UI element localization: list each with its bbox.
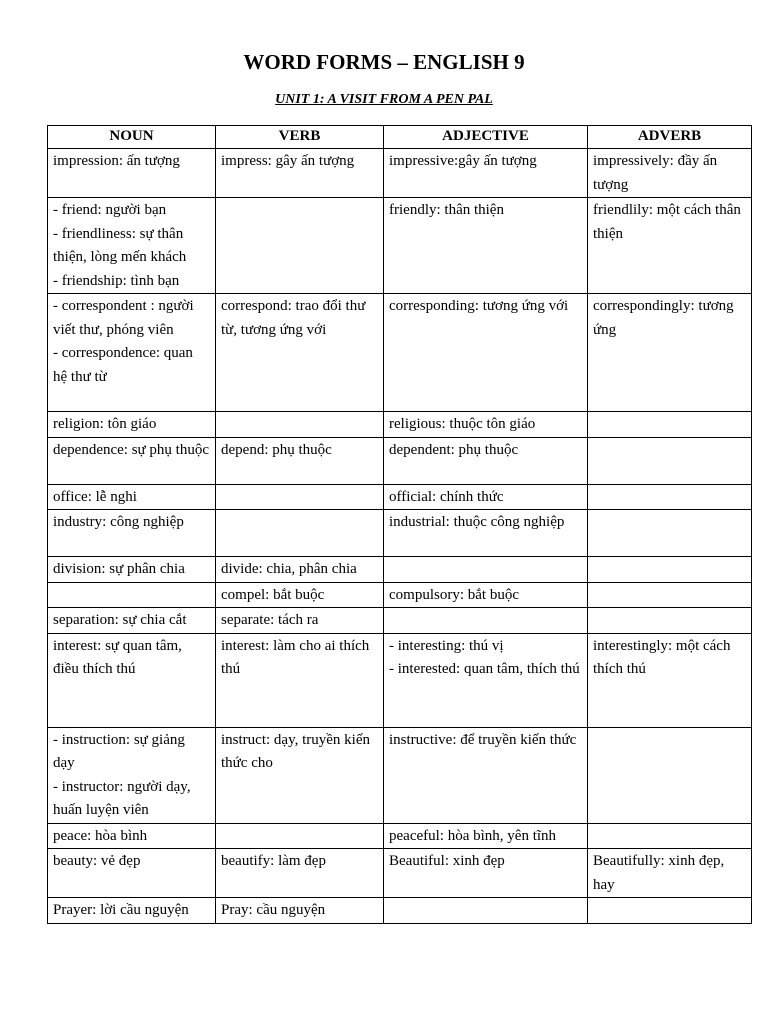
cell-text: friendly: thân thiện	[389, 202, 504, 218]
cell-adverb	[588, 484, 752, 510]
cell-text: - friend: người bạn	[53, 202, 167, 218]
cell-text: office: lễ nghi	[53, 488, 137, 505]
cell-verb	[216, 727, 384, 823]
cell-adverb	[588, 149, 752, 198]
cell-adverb	[588, 633, 752, 727]
cell-adjective	[384, 608, 588, 634]
cell-text: official: chính thức	[389, 488, 504, 505]
cell-text: religion: tôn giáo	[53, 416, 157, 432]
cell-verb	[216, 582, 384, 608]
table-row	[48, 412, 752, 438]
cell-text: Prayer: lời cầu nguyện	[53, 902, 189, 918]
cell-text: separate: tách ra	[221, 612, 319, 628]
table-row	[48, 849, 752, 898]
table-row	[48, 484, 752, 510]
cell-text: corresponding: tương ứng với	[389, 298, 569, 314]
cell-verb	[216, 294, 384, 412]
cell-text: interestingly: một cách thích thú	[593, 637, 731, 677]
cell-adjective	[384, 198, 588, 294]
table-row	[48, 437, 752, 484]
cell-text: beauty: vẻ đẹp	[53, 853, 141, 869]
header-noun: NOUN	[48, 126, 216, 149]
cell-noun	[48, 198, 216, 294]
header-row	[48, 126, 752, 149]
cell-verb	[216, 898, 384, 924]
cell-text: correspond: trao đổi thư từ, tương ứng với	[221, 298, 366, 338]
cell-text: industrial: thuộc công nghiệp	[389, 514, 565, 530]
cell-verb	[216, 484, 384, 510]
cell-text: - friendliness: sự thân thiện, lòng mến khách	[53, 225, 187, 265]
cell-adjective	[384, 633, 588, 727]
table-row	[48, 608, 752, 634]
cell-verb	[216, 510, 384, 557]
table-row	[48, 510, 752, 557]
cell-text: interest: sự quan tâm, điều thích thú	[53, 637, 182, 677]
unit-subtitle: UNIT 1: A VISIT FROM A PEN PAL	[275, 92, 493, 107]
cell-adverb	[588, 198, 752, 294]
cell-noun	[48, 484, 216, 510]
cell-text: correspondingly: tương ứng	[593, 298, 734, 338]
cell-adjective	[384, 484, 588, 510]
cell-text: depend: phụ thuộc	[221, 441, 332, 458]
cell-text: separation: sự chia cắt	[53, 612, 187, 628]
cell-text: division: sự phân chia	[53, 561, 185, 577]
cell-adverb	[588, 849, 752, 898]
cell-text: - correspondent : người viết thư, phóng viên	[53, 298, 194, 338]
cell-adjective	[384, 727, 588, 823]
cell-text: friendlily: một cách thân thiện	[593, 202, 741, 242]
cell-adverb	[588, 823, 752, 849]
cell-noun	[48, 898, 216, 924]
cell-noun	[48, 437, 216, 484]
cell-text: dependence: sự phụ thuộc	[53, 441, 209, 458]
table-row	[48, 633, 752, 727]
cell-adverb	[588, 412, 752, 438]
cell-text: dependent: phụ thuộc	[389, 441, 519, 458]
cell-text: interest: làm cho ai thích thú	[221, 637, 370, 677]
cell-verb	[216, 437, 384, 484]
cell-adverb	[588, 510, 752, 557]
document-title: WORD FORMS – ENGLISH 9	[243, 50, 525, 74]
cell-text: compel: bắt buộc	[221, 586, 325, 603]
cell-adjective	[384, 149, 588, 198]
cell-adverb	[588, 898, 752, 924]
cell-text: Pray: cầu nguyện	[221, 902, 326, 918]
cell-text: peaceful: hòa bình, yên tĩnh	[389, 827, 557, 844]
cell-adverb	[588, 294, 752, 412]
cell-text: - correspondence: quan hệ thư từ	[53, 345, 193, 385]
table-row	[48, 149, 752, 198]
cell-text: beautify: làm đẹp	[221, 853, 326, 869]
cell-adjective	[384, 823, 588, 849]
cell-text: impress: gây ấn tượng	[221, 153, 355, 169]
cell-verb	[216, 823, 384, 849]
cell-adverb	[588, 557, 752, 583]
cell-text: peace: hòa bình	[53, 827, 148, 844]
cell-text: Beautifully: xinh đẹp, hay	[593, 853, 725, 893]
cell-text: compulsory: bắt buộc	[389, 586, 519, 603]
cell-verb	[216, 849, 384, 898]
table-row	[48, 557, 752, 583]
cell-text: Beautiful: xinh đẹp	[389, 853, 505, 869]
cell-text: instructive: để truyền kiến thức	[389, 731, 577, 748]
header-verb: VERB	[216, 126, 384, 149]
cell-noun	[48, 294, 216, 412]
cell-noun	[48, 149, 216, 198]
table-row	[48, 198, 752, 294]
cell-text: impressive:gây ấn tượng	[389, 153, 537, 169]
cell-adverb	[588, 727, 752, 823]
cell-noun	[48, 633, 216, 727]
cell-adjective	[384, 557, 588, 583]
cell-noun	[48, 510, 216, 557]
cell-verb	[216, 608, 384, 634]
cell-text: - friendship: tình bạn	[53, 272, 180, 289]
cell-adjective	[384, 582, 588, 608]
cell-verb	[216, 557, 384, 583]
cell-noun	[48, 727, 216, 823]
cell-adjective	[384, 412, 588, 438]
table-row	[48, 823, 752, 849]
cell-text: instruct: dạy, truyền kiến thức cho	[221, 731, 370, 771]
table-body	[48, 149, 752, 924]
cell-verb	[216, 198, 384, 294]
word-forms-table	[47, 125, 752, 924]
cell-verb	[216, 412, 384, 438]
header-adverb: ADVERB	[588, 126, 752, 149]
cell-text: - instructor: người dạy, huấn luyện viên	[53, 778, 191, 818]
cell-text: - interested: quan tâm, thích thú	[389, 661, 580, 677]
cell-noun	[48, 557, 216, 583]
cell-adjective	[384, 898, 588, 924]
table-row	[48, 294, 752, 412]
cell-noun	[48, 412, 216, 438]
cell-verb	[216, 633, 384, 727]
table-row	[48, 727, 752, 823]
cell-adverb	[588, 608, 752, 634]
cell-adverb	[588, 437, 752, 484]
cell-adjective	[384, 294, 588, 412]
cell-text: industry: công nghiệp	[53, 514, 184, 530]
cell-noun	[48, 582, 216, 608]
cell-verb	[216, 149, 384, 198]
cell-text: impressively: đầy ấn tượng	[593, 153, 718, 193]
cell-text: divide: chia, phân chia	[221, 561, 357, 577]
cell-text: - interesting: thú vị	[389, 637, 504, 654]
header-adjective: ADJECTIVE	[384, 126, 588, 149]
table-row	[48, 582, 752, 608]
cell-text: religious: thuộc tôn giáo	[389, 416, 536, 432]
cell-adjective	[384, 437, 588, 484]
cell-adjective	[384, 510, 588, 557]
cell-text: impression: ấn tượng	[53, 153, 180, 169]
cell-noun	[48, 823, 216, 849]
cell-noun	[48, 849, 216, 898]
table-row	[48, 898, 752, 924]
cell-noun	[48, 608, 216, 634]
cell-adverb	[588, 582, 752, 608]
cell-adjective	[384, 849, 588, 898]
cell-text: - instruction: sự giảng dạy	[53, 731, 185, 771]
